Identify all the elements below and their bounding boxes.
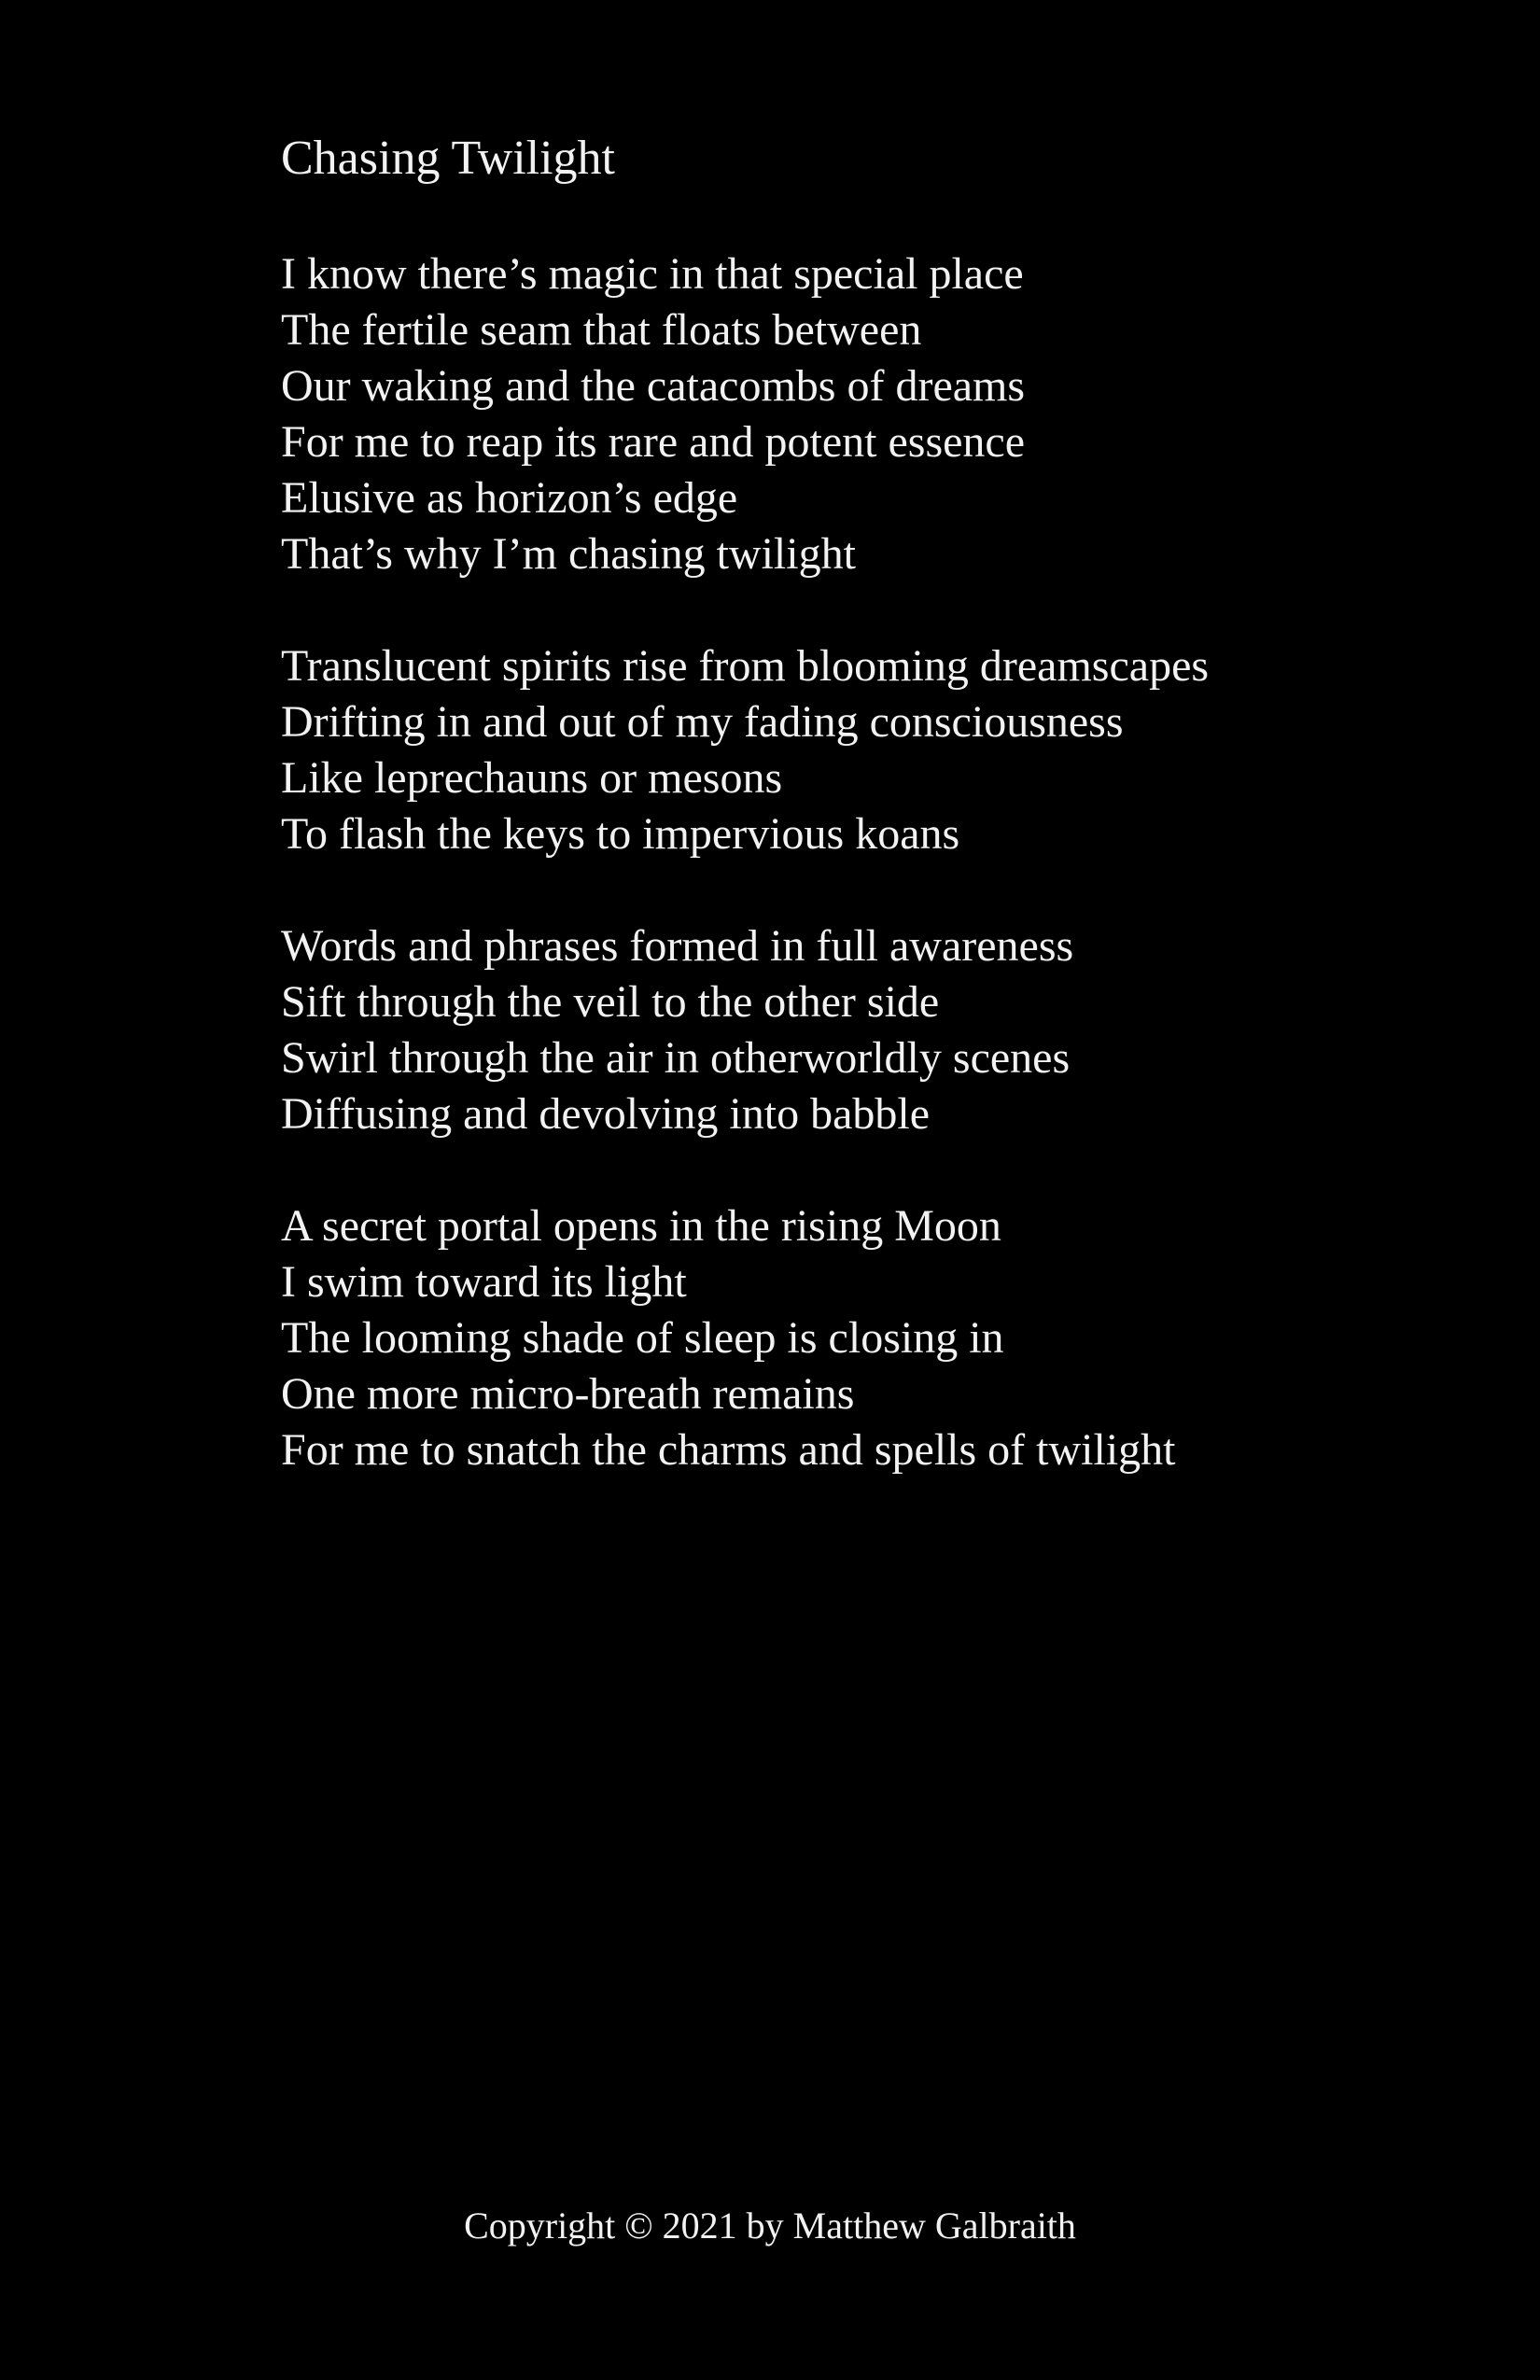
poem [281, 131, 1401, 1534]
poem-line: A secret portal opens in the rising Moon [281, 1201, 1001, 1251]
poem-line: Like leprechauns or mesons [281, 753, 783, 803]
poem-line: I know there’s magic in that special place [281, 249, 1024, 299]
poem-line: Elusive as horizon’s edge [281, 473, 738, 523]
poem-line: The fertile seam that floats between [281, 305, 922, 355]
poem-line: Swirl through the air in otherworldly scenes [281, 1033, 1071, 1083]
poem-line: Our waking and the catacombs of dreams [281, 361, 1026, 411]
poem-line: I swim toward its light [281, 1257, 687, 1307]
stanza-4 [281, 1198, 1401, 1478]
poem-line: To flash the keys to impervious koans [281, 809, 960, 859]
copyright-notice: Copyright © 2021 by Matthew Galbraith [464, 2205, 1076, 2247]
poem-line: Diffusing and devolving into babble [281, 1089, 931, 1139]
stanza-3 [281, 918, 1401, 1142]
poem-line: For me to reap its rare and potent essence [281, 417, 1026, 467]
poem-line: For me to snatch the charms and spells of twilight [281, 1425, 1176, 1475]
poem-line: Drifting in and out of my fading consciousness [281, 697, 1124, 747]
poem-line: One more micro-breath remains [281, 1369, 855, 1419]
poem-line: The looming shade of sleep is closing in [281, 1313, 1004, 1363]
poem-line: That’s why I’m chasing twilight [281, 529, 856, 579]
poem-line: Translucent spirits rise from blooming dreamscapes [281, 641, 1210, 691]
poem-title: Chasing Twilight [281, 132, 615, 185]
stanza-1 [281, 246, 1401, 582]
poem-line: Words and phrases formed in full awareness [281, 921, 1074, 971]
poem-line: Sift through the veil to the other side [281, 977, 940, 1027]
stanza-2 [281, 638, 1401, 862]
